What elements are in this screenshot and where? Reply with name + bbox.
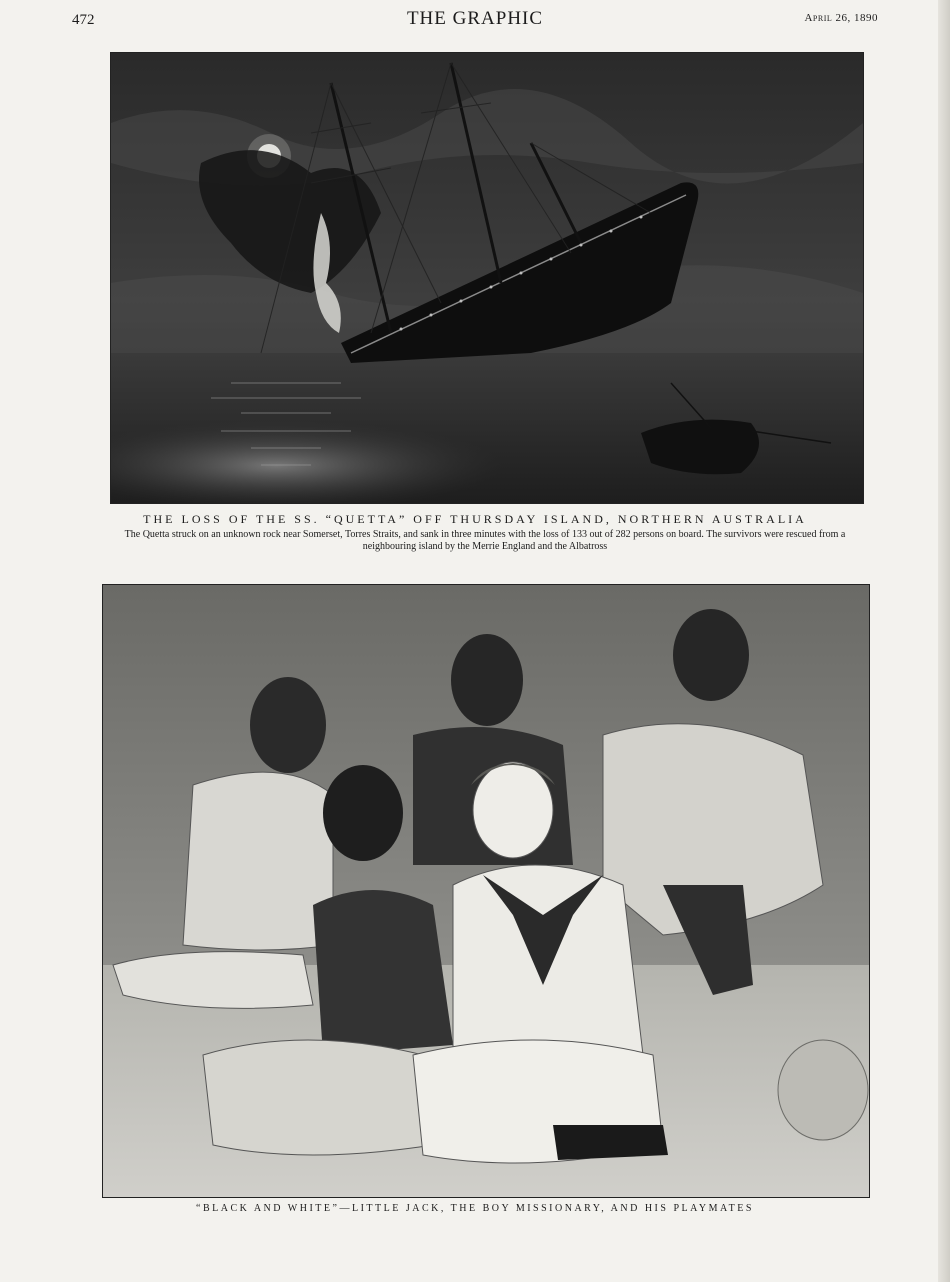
page-binding-edge (938, 0, 950, 1282)
children-engraving (102, 584, 870, 1198)
page-header (0, 4, 950, 32)
issue-date: April 26, 1890 (804, 12, 878, 24)
shipwreck-engraving (110, 52, 864, 504)
page-number: 472 (72, 12, 95, 28)
shipwreck-caption: The Quetta struck on an unknown rock near Somerset, Torres Straits, and sank in three minutes with the loss of 133 out of 282 persons on board. The survivors were rescued from a neighbouring island by the Merrie England and the Albatross (124, 529, 846, 552)
children-title: “BLACK AND WHITE”—LITTLE JACK, THE BOY MISSIONARY, AND HIS PLAYMATES (196, 1203, 754, 1214)
shipwreck-title: THE LOSS OF THE SS. “QUETTA” OFF THURSDAY ISLAND, NORTHERN AUSTRALIA (143, 512, 807, 526)
masthead-title: THE GRAPHIC (406, 8, 544, 29)
